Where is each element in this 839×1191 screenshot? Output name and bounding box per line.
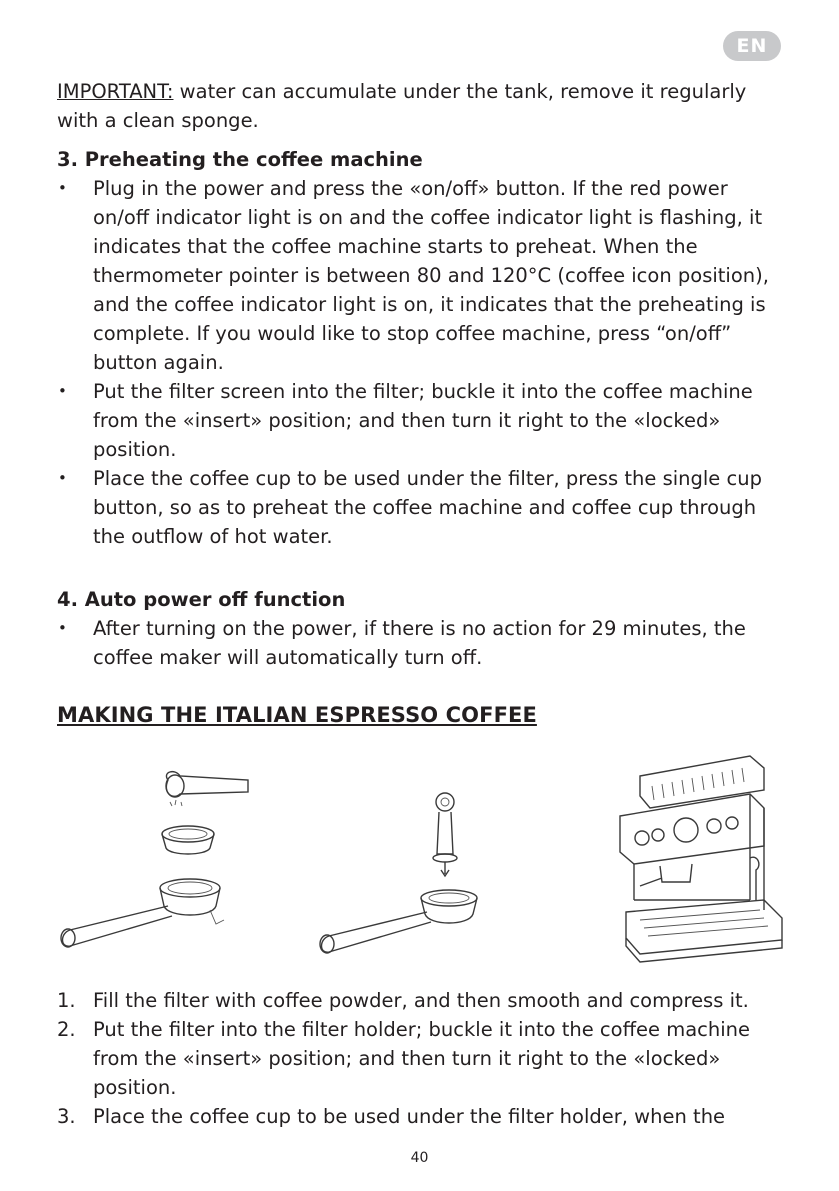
- section-heading: 3. Preheating the coffee machine: [57, 148, 423, 171]
- step-number: 2.: [57, 1018, 76, 1041]
- page-number: 40: [410, 1150, 429, 1166]
- numbered-steps: [57, 986, 787, 1131]
- espresso-machine-illustration: [600, 750, 790, 970]
- bullet-item: • After turning on the power, if there is no action for 29 minutes, the coffee maker will automatically turn off.: [57, 614, 787, 672]
- section-preheating: [57, 145, 787, 551]
- step-text: Put the filter into the filter holder; buckle it into the coffee machine from the «insert» position; and then turn it right to the «locked» position.: [93, 1018, 751, 1099]
- step-number: 1.: [57, 989, 76, 1012]
- tamper-illustration: [305, 750, 525, 970]
- important-text: water can accumulate under the tank, remove it regularly with a clean sponge.: [57, 80, 747, 132]
- section-heading: 4. Auto power off function: [57, 588, 346, 611]
- illustrations: [50, 750, 790, 970]
- important-label: IMPORTANT:: [57, 80, 174, 103]
- bullet-item: • Place the coffee cup to be used under the filter, press the single cup button, so as to preheat the coffee machine and coffee cup through the outflow of hot water.: [57, 464, 787, 551]
- section-title: MAKING THE ITALIAN ESPRESSO COFFEE: [57, 703, 537, 727]
- filter-assembly-illustration: [50, 750, 270, 970]
- step-item: [57, 986, 787, 1015]
- step-text: Place the coffee cup to be used under the filter holder, when the: [93, 1105, 726, 1128]
- step-number: 3.: [57, 1105, 76, 1128]
- step-item: [57, 1015, 787, 1102]
- important-note: [57, 77, 787, 135]
- step-item: [57, 1102, 787, 1131]
- language-badge: EN: [723, 31, 781, 61]
- bullet-item: • Plug in the power and press the «on/off» button. If the red power on/off indicator light is on and the coffee indicator light is flashing, it indicates that the coffee machine starts to preheat. When the thermometer pointer is between 80 and 120°C (coffee icon position), and the coffee indicator light is on, it indicates that the preheating is complete. If you would like to stop coffee machine, press “on/off” button again.: [57, 174, 787, 377]
- bullet-item: • Put the filter screen into the filter; buckle it into the coffee machine from the «insert» position; and then turn it right to the «locked» position.: [57, 377, 787, 464]
- step-text: Fill the filter with coffee powder, and then smooth and compress it.: [93, 989, 749, 1012]
- section-auto-power-off: [57, 585, 787, 672]
